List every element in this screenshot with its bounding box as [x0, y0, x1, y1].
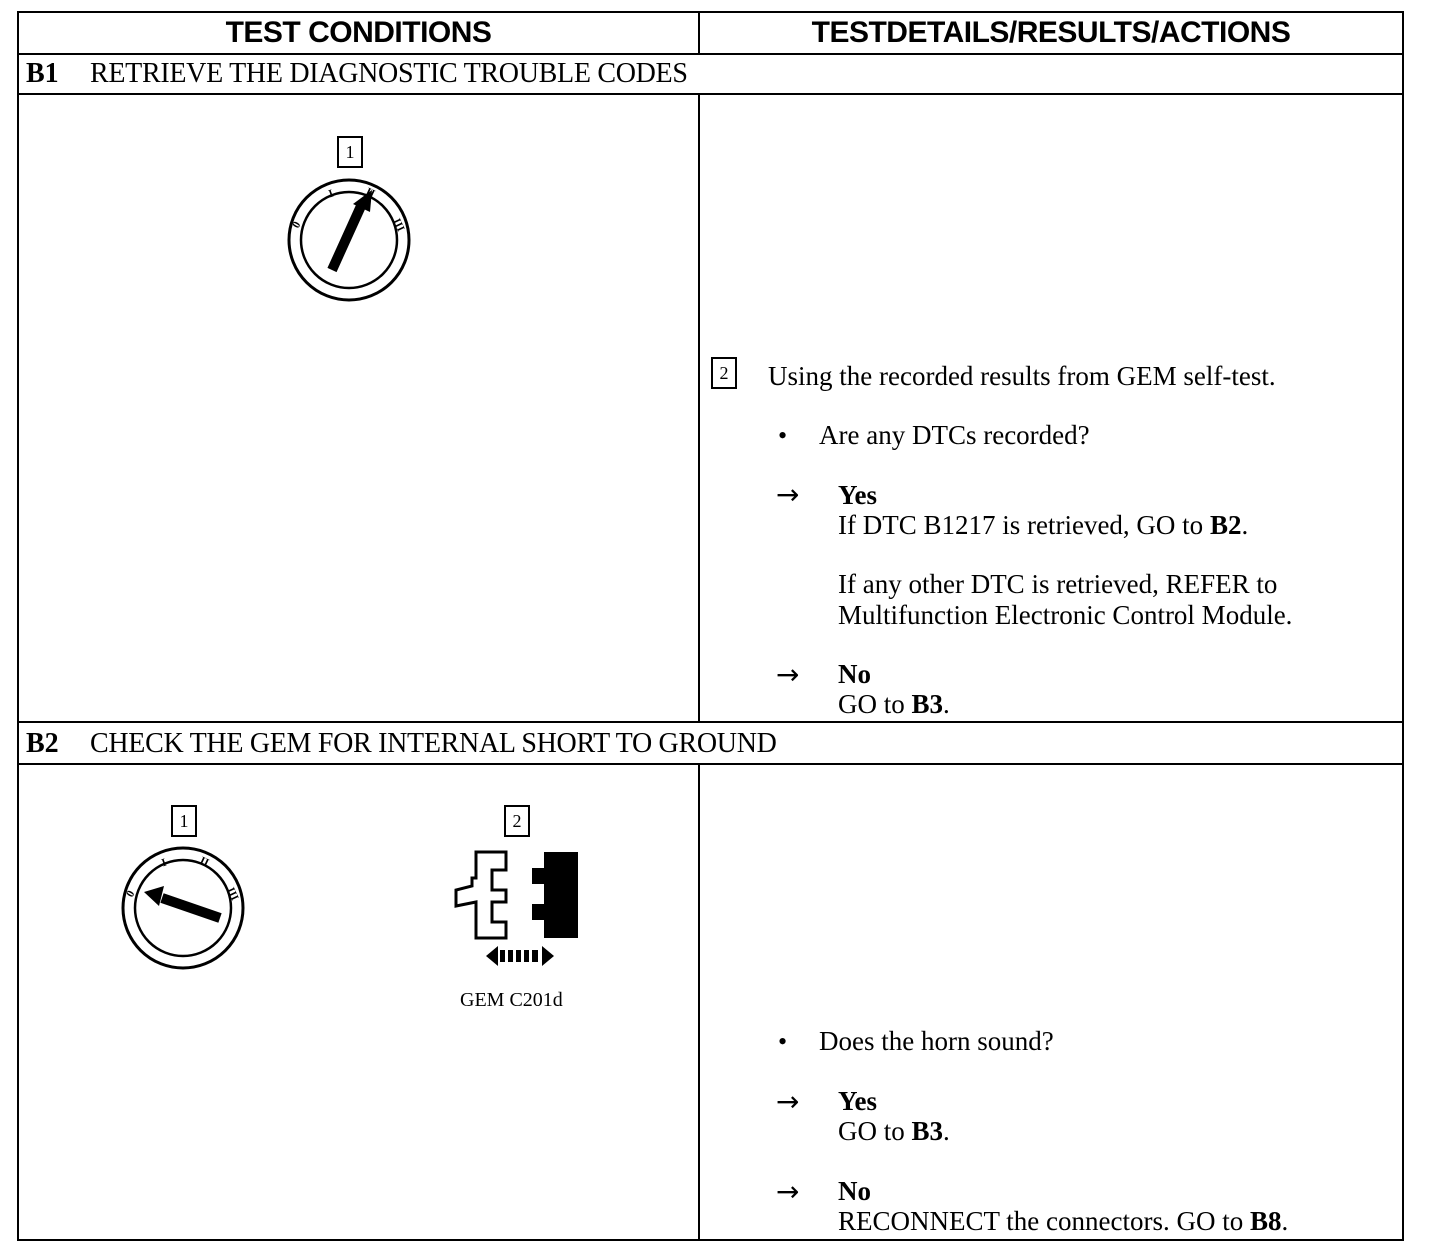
b2-yes-line-ref: B3	[911, 1116, 944, 1146]
b2-no-line-ref: B8	[1249, 1206, 1282, 1236]
b1-b2-divider	[17, 721, 1404, 723]
b1-no-line	[838, 689, 950, 719]
b2-no-line-pre: RECONNECT the connectors. GO to	[838, 1206, 1250, 1236]
header-test-conditions: TEST CONDITIONS	[225, 16, 492, 49]
b1-yes-arrow: →	[776, 478, 800, 511]
b1-bullet: •	[778, 421, 788, 450]
b2-column-divider	[698, 763, 700, 1241]
b1-mark-1: I	[327, 187, 336, 201]
b1-yes-line1-pre: If DTC B1217 is retrieved, GO to	[838, 510, 1210, 540]
b2-mark-1: I	[160, 856, 169, 870]
b1-section-title	[26, 54, 688, 94]
b1-title: RETRIEVE THE DIAGNOSTIC TROUBLE CODES	[90, 58, 688, 89]
b1-step2-label: 2	[711, 357, 737, 389]
b1-mark-0: 0	[290, 219, 304, 231]
b2-mark-0: 0	[124, 888, 138, 900]
b1-mark-2: II	[363, 185, 377, 201]
b1-column-divider	[698, 93, 700, 723]
b1-yes-line1-post: .	[1241, 510, 1249, 540]
b2-mark-2: II	[197, 854, 211, 870]
b1-id: B1	[26, 58, 59, 89]
b1-no-line-ref: B3	[911, 689, 944, 719]
connector-disconnect-icon	[452, 850, 582, 974]
b2-no-label: No	[838, 1176, 871, 1206]
b2-mark-3: III	[224, 885, 241, 903]
b2-no-line	[838, 1206, 1288, 1236]
b2-section-title	[26, 724, 777, 764]
b1-yes-line2: If any other DTC is retrieved, REFER to	[838, 569, 1278, 599]
b1-no-line-post: .	[943, 689, 950, 719]
b2-no-arrow: →	[776, 1175, 800, 1208]
b1-yes-label: Yes	[838, 480, 877, 510]
b2-yes-line	[838, 1116, 950, 1146]
b1-yes-line1-ref: B2	[1209, 510, 1242, 540]
b1-step2-text: Using the recorded results from GEM self-test.	[768, 361, 1276, 391]
b1-no-arrow: →	[776, 658, 800, 691]
b2-no-line-post: .	[1281, 1206, 1289, 1236]
b1-yes-line3: Multifunction Electronic Control Module.	[838, 600, 1293, 630]
b2-yes-label: Yes	[838, 1086, 877, 1116]
b2-id: B2	[26, 728, 59, 759]
b1-mark-3: III	[390, 216, 407, 234]
b2-yes-arrow: →	[776, 1085, 800, 1118]
b2-yes-line-post: .	[943, 1116, 950, 1146]
b1-step1-label: 1	[337, 136, 363, 168]
b2-step2-label: 2	[504, 805, 530, 837]
b2-step1-label: 1	[171, 805, 197, 837]
b1-no-label: No	[838, 659, 871, 689]
ignition-switch-off-icon	[120, 848, 248, 970]
b2-title: CHECK THE GEM FOR INTERNAL SHORT TO GROUND	[90, 728, 777, 759]
b2-bullet: •	[778, 1027, 788, 1056]
b1-no-line-pre: GO to	[838, 689, 912, 719]
b2-yes-line-pre: GO to	[838, 1116, 912, 1146]
b1-yes-line1	[838, 510, 1248, 540]
ignition-switch-run-icon	[286, 180, 414, 302]
connector-caption: GEM C201d	[460, 989, 563, 1011]
b2-question: Does the horn sound?	[819, 1026, 1054, 1056]
b1-question: Are any DTCs recorded?	[819, 420, 1090, 450]
header-test-details: TESTDETAILS/RESULTS/ACTIONS	[811, 16, 1291, 49]
